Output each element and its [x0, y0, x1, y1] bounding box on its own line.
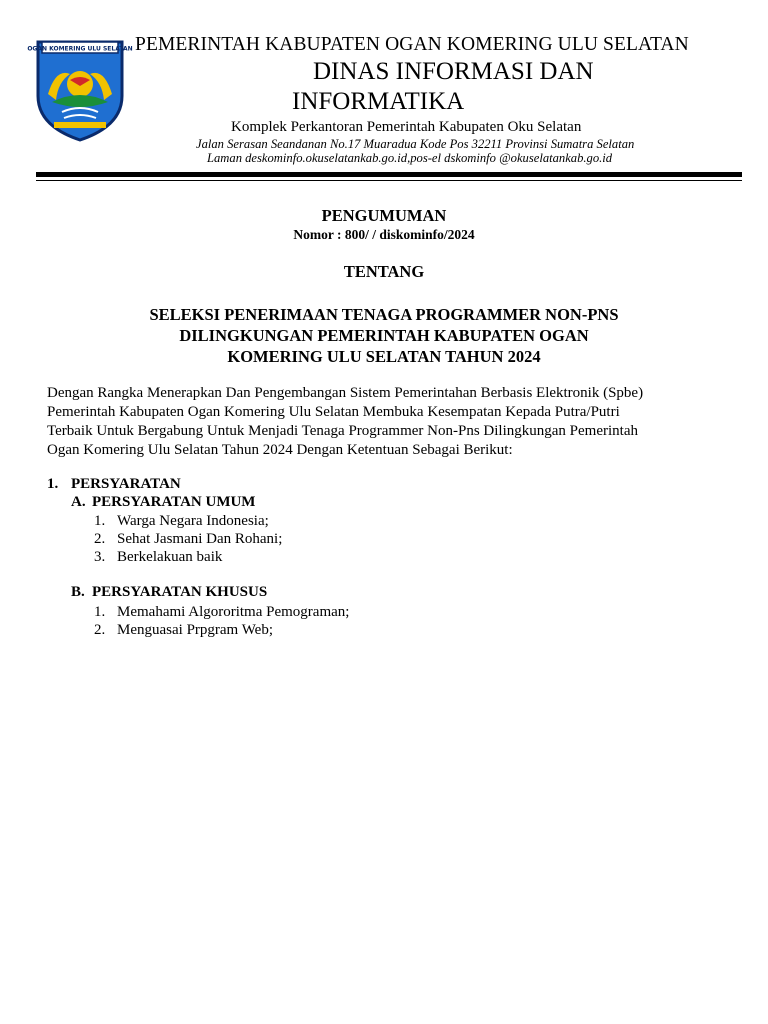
general-requirements-list: [94, 512, 282, 567]
subject-line: SELEKSI PENERIMAAN TENAGA PROGRAMMER NON-PNS: [149, 305, 619, 324]
regency-emblem-logo: [27, 34, 133, 142]
intro-paragraph: [47, 384, 727, 460]
list-item: 1. Warga Negara Indonesia;: [94, 513, 269, 529]
special-requirements-title: PERSYARATAN KHUSUS: [92, 584, 268, 600]
agency-name-line-1: DINAS INFORMASI DAN: [313, 58, 594, 85]
list-item: 2. Menguasai Prpgram Web;: [94, 622, 273, 639]
announcement-about: TENTANG: [343, 262, 425, 281]
announcement-subject: [0, 304, 768, 367]
subject-line: DILINGKUNGAN PEMERINTAH KABUPATEN OGAN: [179, 326, 589, 345]
government-name: PEMERINTAH KABUPATEN OGAN KOMERING ULU SELATAN: [135, 34, 689, 55]
emblem-banner-text: OGAN KOMERING ULU SELATAN: [27, 45, 133, 53]
intro-line: Ogan Komering Ulu Selatan Tahun 2024 Dengan Ketentuan Sebagai Berikut:: [47, 442, 513, 458]
subject-line: KOMERING ULU SELATAN TAHUN 2024: [227, 347, 541, 366]
letterhead-rule-thin: [36, 180, 742, 181]
intro-line: Terbaik Untuk Bergabung Untuk Menjadi Tenaga Programmer Non-Pns Dilingkungan Pemerintah: [47, 423, 638, 439]
office-complex: Komplek Perkantoran Pemerintah Kabupaten Oku Selatan: [231, 119, 582, 135]
list-item: 3. Berkelakuan baik: [94, 549, 223, 566]
section-title: PERSYARATAN: [71, 476, 181, 492]
intro-line: Dengan Rangka Menerapkan Dan Pengembangan Sistem Pemerintahan Berbasis Elektronik (Spbe): [47, 385, 644, 401]
special-requirements-list: [94, 603, 349, 639]
intro-line: Pemerintah Kabupaten Ogan Komering Ulu Selatan Membuka Kesempatan Kepada Putra/Putri: [47, 404, 620, 420]
section-number: 1.: [47, 476, 59, 492]
agency-name-line-2: INFORMATIKA: [292, 88, 465, 115]
letterhead-rule-thick: [36, 172, 742, 177]
office-address: Jalan Serasan Seandanan No.17 Muaradua Kode Pos 32211 Provinsi Sumatra Selatan: [196, 137, 635, 151]
general-requirements-title: PERSYARATAN UMUM: [92, 494, 256, 510]
announcement-number: Nomor : 800/ / diskominfo/2024: [293, 227, 475, 242]
special-requirements-letter: B.: [71, 584, 85, 600]
website-email: Laman deskominfo.okuselatankab.go.id,pos-el dskominfo @okuselatankab.go.id: [207, 151, 613, 165]
list-item: 1. Memahami Algororitma Pemograman;: [94, 604, 350, 620]
general-requirements-letter: A.: [71, 494, 86, 510]
list-item: 2. Sehat Jasmani Dan Rohani;: [94, 531, 283, 548]
announcement-title: PENGUMUMAN: [321, 206, 447, 225]
